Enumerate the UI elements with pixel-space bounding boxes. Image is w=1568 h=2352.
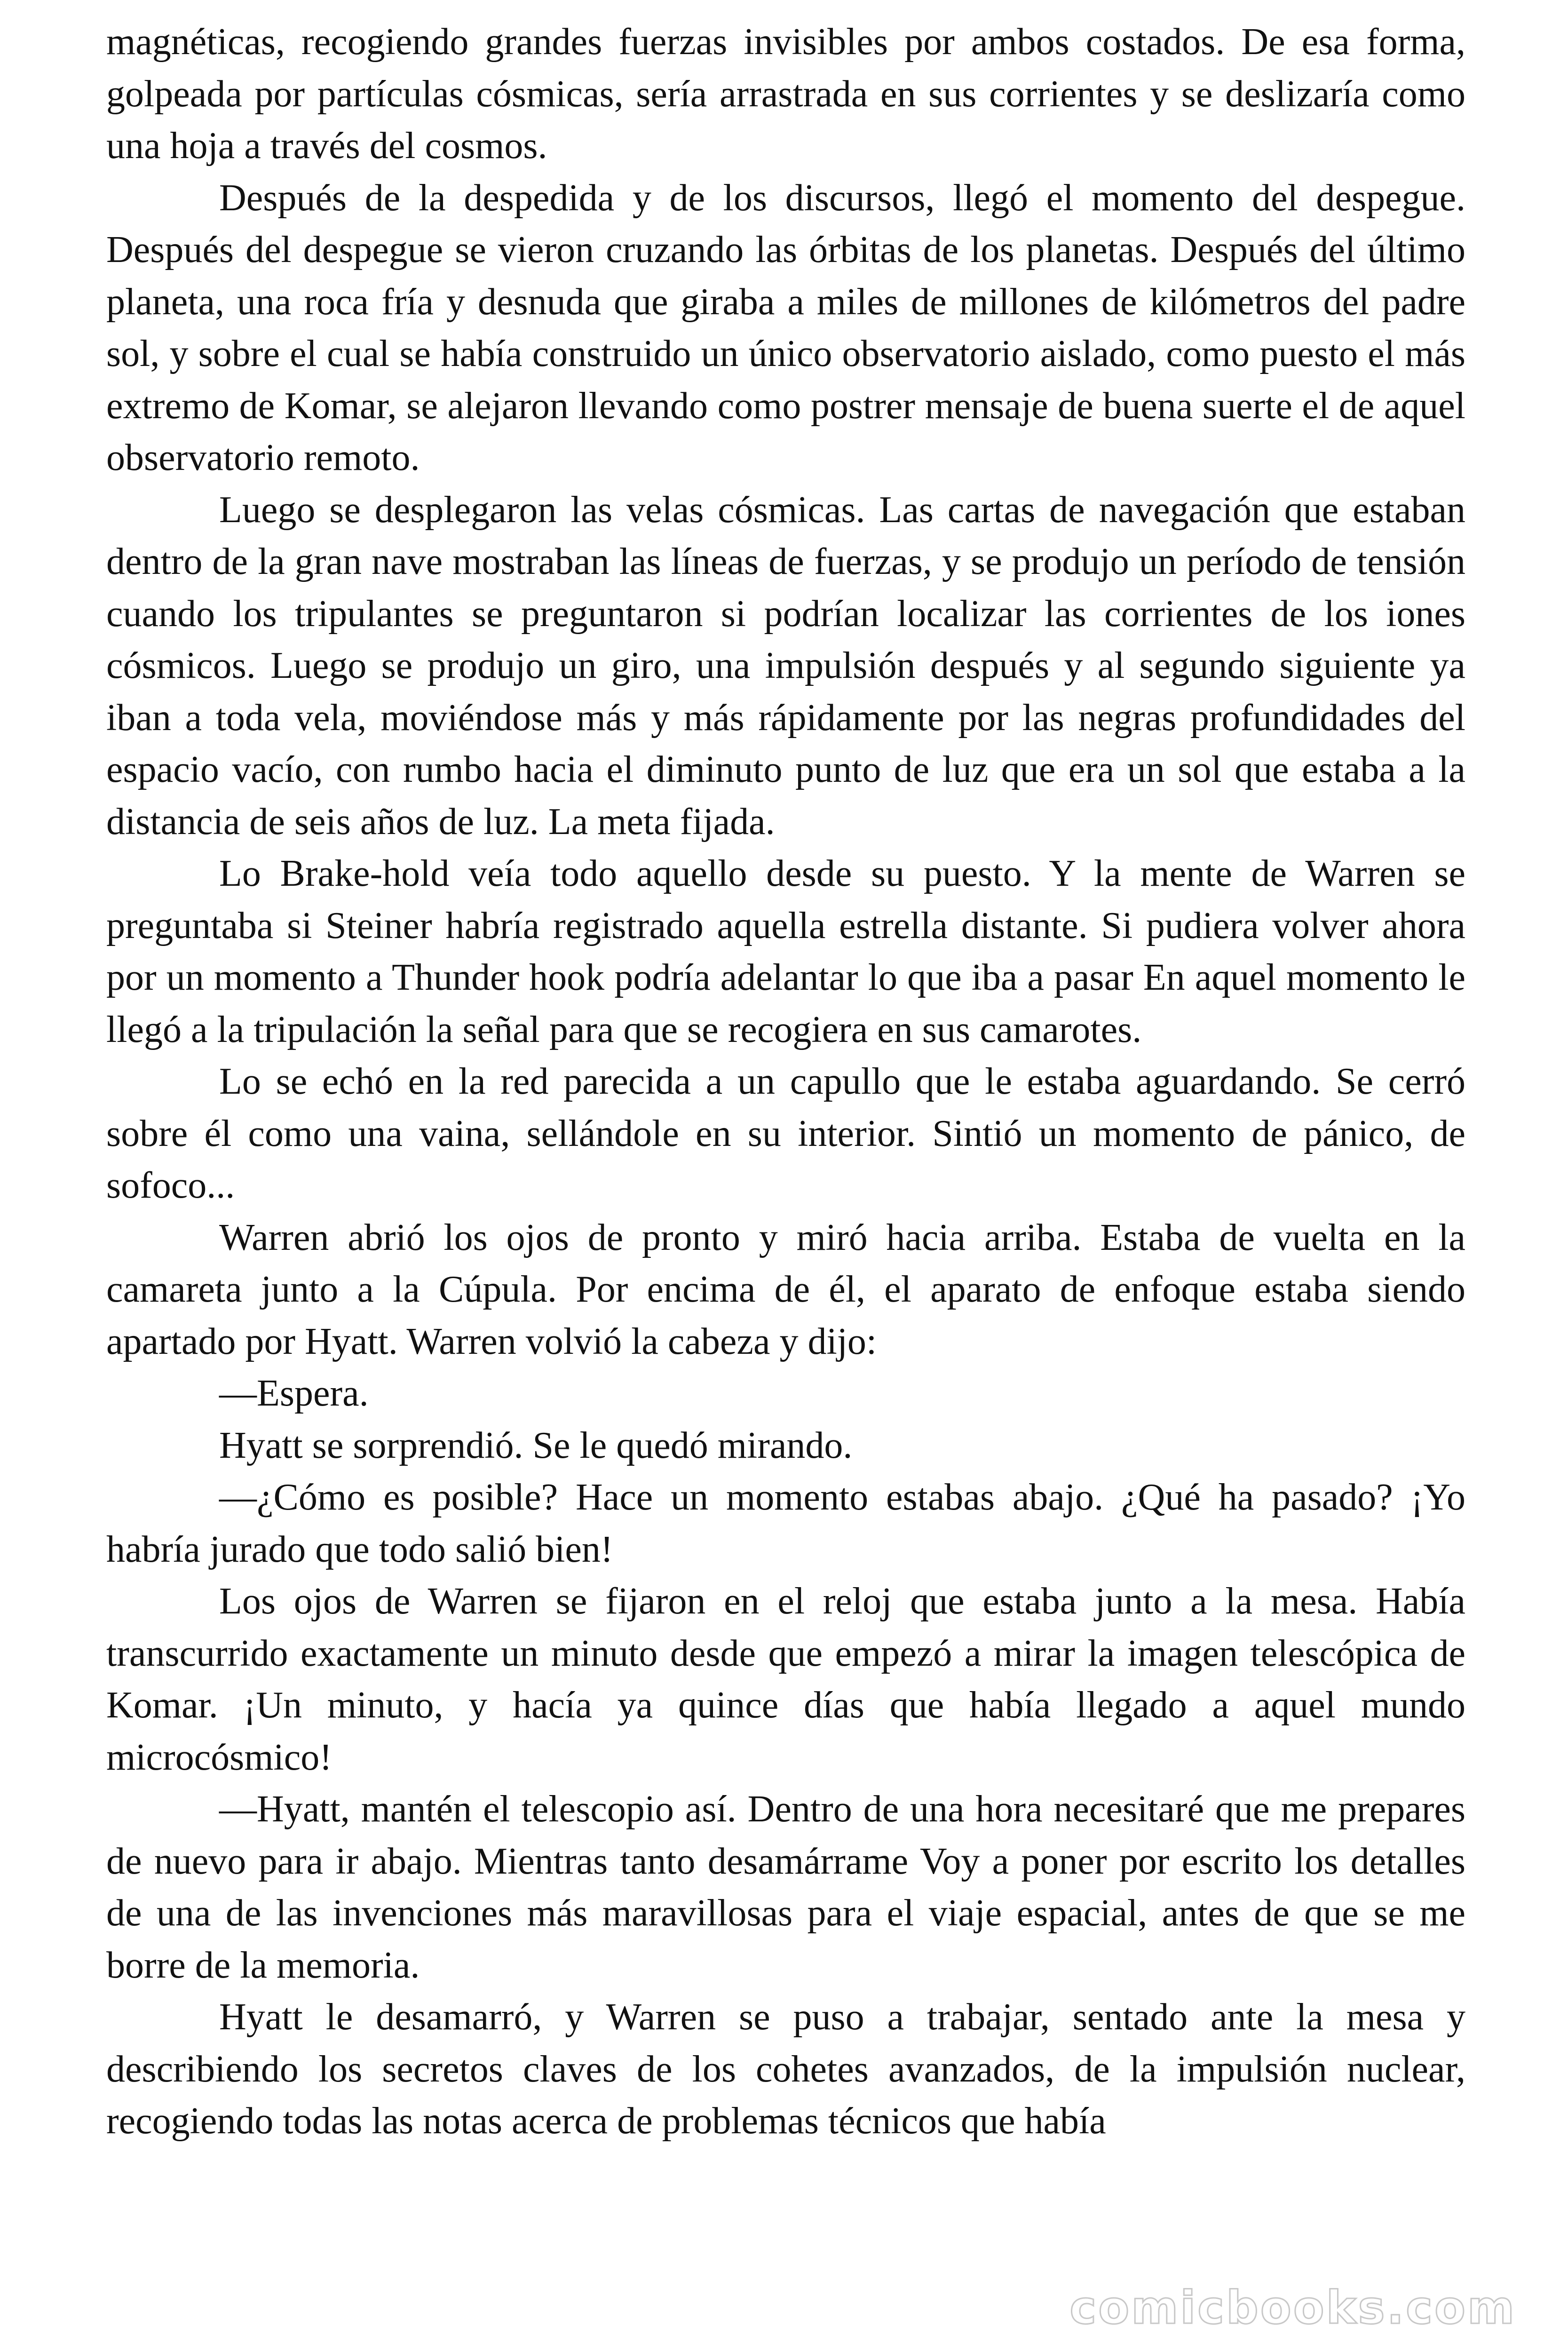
paragraph-11: —Hyatt, mantén el telescopio así. Dentro de una hora necesitaré que me prepares de nuevo para ir abajo. Mientras tanto desamárrame Voy a poner por escrito los detalles de una de las invenciones más maravillosas para el viaje espacial, antes de que se me borre de la memoria. xyxy=(106,1788,1465,1986)
paragraph-9: —¿Cómo es posible? Hace un momento estabas abajo. ¿Qué ha pasado? ¡Yo habría jurado que todo salió bien! xyxy=(106,1477,1465,1570)
watermark: comicbooks.com xyxy=(1069,2281,1516,2334)
paragraph-3: Luego se desplegaron las velas cósmicas. Las cartas de navegación que estaban dentro de la gran nave mostraban las líneas de fuerzas, y se produjo un período de tensión cuando los tripulantes se preguntaron si podrían localizar las corrientes de los iones cósmicos. Luego se produjo un giro, una impulsión después y al segundo siguiente ya iban a toda vela, moviéndose más y más rápidamente por las negras profundidades del espacio vacío, con rumbo hacia el diminuto punto de luz que era un sol que estaba a la distancia de seis años de luz. La meta fijada. xyxy=(106,489,1465,842)
paragraph-12: Hyatt le desamarró, y Warren se puso a trabajar, sentado ante la mesa y describiendo los secretos claves de los cohetes avanzados, de la impulsión nuclear, recogiendo todas las notas acerca de problemas técnicos que había xyxy=(106,1996,1465,2142)
paragraph-4: Lo Brake-hold veía todo aquello desde su puesto. Y la mente de Warren se preguntaba si Steiner habría registrado aquella estrella distante. Si pudiera volver ahora por un momento a Thunder hook podría adelantar lo que iba a pasar En aquel momento le llegó a la tripulación la señal para que se recogiera en sus camarotes. xyxy=(106,853,1465,1050)
paragraph-1: magnéticas, recogiendo grandes fuerzas invisibles por ambos costados. De esa forma, golpeada por partículas cósmicas, sería arrastrada en sus corrientes y se deslizaría como una hoja a través del cosmos. xyxy=(106,21,1465,167)
paragraph-7: —Espera. xyxy=(219,1373,369,1414)
paragraph-6: Warren abrió los ojos de pronto y miró hacia arriba. Estaba de vuelta en la camareta junto a la Cúpula. Por encima de él, el aparato de enfoque estaba siendo apartado por Hyatt. Warren volvió la cabeza y dijo: xyxy=(106,1216,1465,1362)
paragraph-8: Hyatt se sorprendió. Se le quedó mirando. xyxy=(219,1424,853,1466)
paragraph-5: Lo se echó en la red parecida a un capullo que le estaba aguardando. Se cerró sobre él como una vaina, sellándole en su interior. Sintió un momento de pánico, de sofoco... xyxy=(106,1061,1465,1206)
paragraph-10: Los ojos de Warren se fijaron en el reloj que estaba junto a la mesa. Había transcurrido exactamente un minuto desde que empezó a mirar la imagen telescópica de Komar. ¡Un minuto, y hacía ya quince días que había llegado a aquel mundo microcósmico! xyxy=(106,1581,1465,1778)
paragraph-2: Después de la despedida y de los discursos, llegó el momento del despegue. Después del despegue se vieron cruzando las órbitas de los planetas. Después del último planeta, una roca fría y desnuda que giraba a miles de millones de kilómetros del padre sol, y sobre el cual se había construido un único observatorio aislado, como puesto el más extremo de Komar, se alejaron llevando como postrer mensaje de buena suerte el de aquel observatorio remoto. xyxy=(106,177,1465,478)
